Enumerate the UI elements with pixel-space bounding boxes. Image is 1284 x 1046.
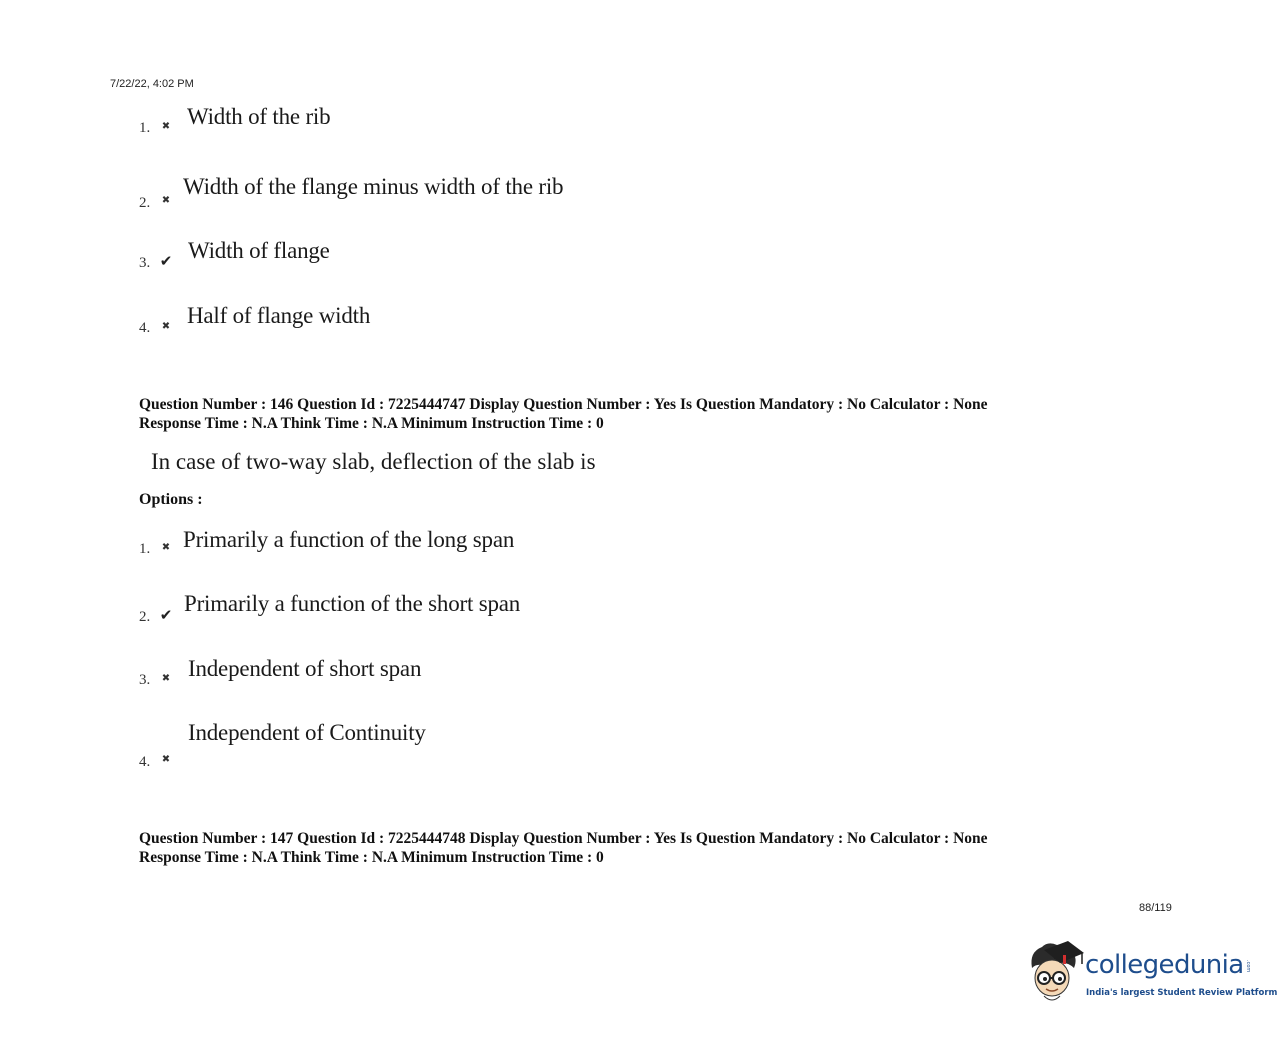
option-number: 3. bbox=[139, 255, 151, 271]
option-text: Independent of short span bbox=[188, 656, 422, 681]
option-text: Width of the flange minus width of the rib bbox=[183, 174, 564, 199]
page-number: 88/119 bbox=[1139, 902, 1172, 914]
option-number: 3. bbox=[139, 672, 151, 688]
cross-icon: ✖ bbox=[161, 753, 171, 765]
question-meta bbox=[139, 829, 988, 867]
option-item bbox=[139, 591, 839, 631]
option-text: Primarily a function of the long span bbox=[183, 527, 515, 552]
option-item bbox=[139, 303, 839, 343]
cross-icon: ✖ bbox=[161, 320, 171, 332]
option-number: 2. bbox=[139, 609, 151, 625]
question-meta-line: Question Number : 147 Question Id : 7225444748 Display Question Number : Yes Is Question Mandatory : No Calculator : None bbox=[139, 830, 988, 847]
option-item bbox=[139, 720, 839, 776]
timestamp: 7/22/22, 4:02 PM bbox=[110, 78, 194, 90]
option-number: 4. bbox=[139, 320, 151, 336]
cross-icon: ✖ bbox=[161, 541, 171, 553]
option-item bbox=[139, 656, 839, 696]
option-item bbox=[139, 527, 839, 567]
option-number: 4. bbox=[139, 754, 151, 770]
options-label: Options : bbox=[139, 491, 203, 508]
option-text: Independent of Continuity bbox=[188, 720, 426, 745]
cross-icon: ✖ bbox=[161, 672, 171, 684]
option-item bbox=[139, 238, 839, 278]
cross-icon: ✖ bbox=[161, 120, 171, 132]
logo-domain: .com bbox=[1245, 960, 1251, 973]
check-icon: ✔ bbox=[159, 252, 173, 270]
question-meta-line: Question Number : 146 Question Id : 7225444747 Display Question Number : Yes Is Question Mandatory : No Calculator : None bbox=[139, 396, 988, 413]
check-icon: ✔ bbox=[159, 606, 173, 624]
question-meta-line: Response Time : N.A Think Time : N.A Minimum Instruction Time : 0 bbox=[139, 415, 604, 432]
logo-tagline: India's largest Student Review Platform bbox=[1086, 988, 1278, 998]
option-item bbox=[139, 104, 839, 144]
cross-icon: ✖ bbox=[161, 194, 171, 206]
option-text: Width of flange bbox=[188, 238, 330, 263]
collegedunia-logo bbox=[1024, 938, 1278, 1008]
question-meta bbox=[139, 395, 988, 433]
option-text: Width of the rib bbox=[187, 104, 331, 129]
option-text: Primarily a function of the short span bbox=[184, 591, 521, 616]
option-item bbox=[139, 174, 839, 214]
logo-wordmark: collegedunia bbox=[1085, 950, 1244, 980]
question-meta-line: Response Time : N.A Think Time : N.A Minimum Instruction Time : 0 bbox=[139, 849, 604, 866]
mascot-icon bbox=[1024, 938, 1086, 1008]
option-number: 1. bbox=[139, 120, 151, 136]
option-text: Half of flange width bbox=[187, 303, 371, 328]
question-text: In case of two-way slab, deflection of the slab is bbox=[151, 449, 596, 474]
option-number: 1. bbox=[139, 541, 151, 557]
option-number: 2. bbox=[139, 195, 151, 211]
